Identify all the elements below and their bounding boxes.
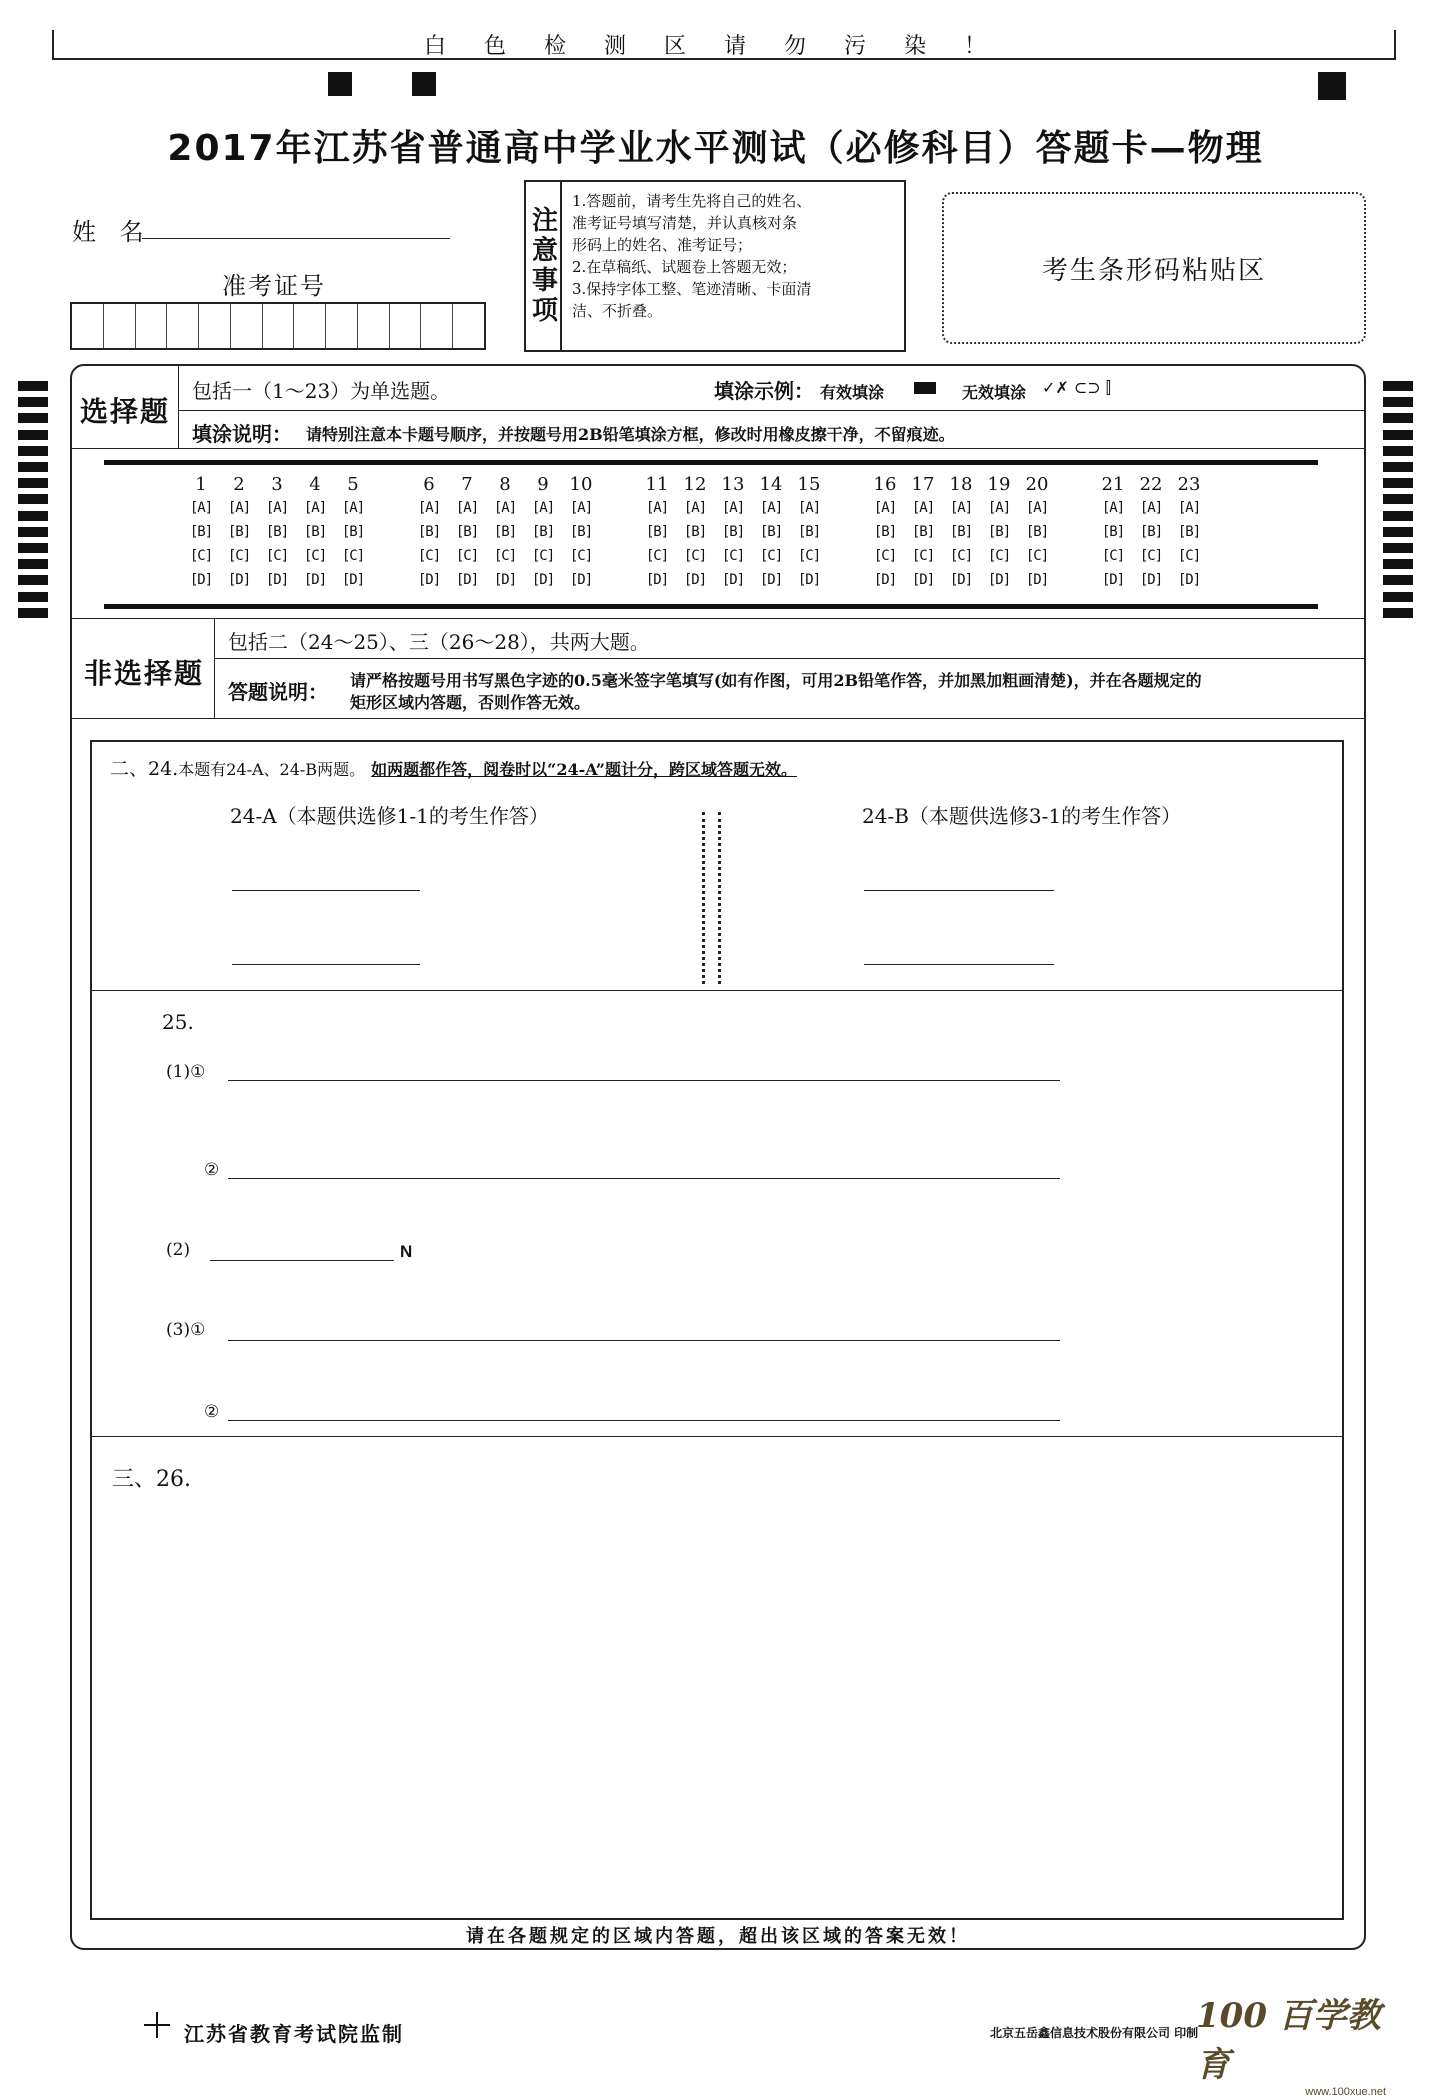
- answer-bubble[interactable]: [D]: [645, 572, 669, 588]
- answer-bubble[interactable]: [B]: [265, 524, 289, 540]
- q24a-answer-line-2[interactable]: [232, 964, 420, 965]
- timing-mark: [1383, 397, 1413, 407]
- timing-mark: [1383, 413, 1413, 423]
- barcode-label: 考生条形码粘贴区: [1041, 255, 1266, 286]
- answer-bubble[interactable]: [D]: [1101, 572, 1125, 588]
- valid-fill-sample: [914, 382, 936, 394]
- q24a-answer-line-1[interactable]: [232, 890, 420, 891]
- notice-body: 1.答题前，请考生先将自己的姓名、 准考证号填写清楚，并认真核对条 形码上的姓名、准考证号； 2.在草稿纸、试题卷上答题无效； 3.保持字体工整、笔迹清晰、卡面清 洁、不折叠。: [572, 192, 812, 320]
- question-number: 10: [569, 474, 593, 495]
- answer-bubble[interactable]: [D]: [569, 572, 593, 588]
- answer-instruction-label: 答题说明：: [228, 680, 328, 704]
- answer-bubble[interactable]: [D]: [759, 572, 783, 588]
- answer-bubble[interactable]: [A]: [531, 500, 555, 516]
- timing-mark: [1383, 527, 1413, 537]
- question-number: 15: [797, 474, 821, 495]
- q24-text: 本题有24-A、24-B两题。: [178, 760, 366, 779]
- question-number: 20: [1025, 474, 1049, 495]
- answer-bubble[interactable]: [C]: [759, 548, 783, 564]
- watermark-url: www.100xue.net: [1305, 2086, 1386, 2098]
- answer-bubble[interactable]: [D]: [265, 572, 289, 588]
- answer-bubble[interactable]: [A]: [873, 500, 897, 516]
- omr-bottom-bar: [104, 604, 1318, 609]
- answer-bubble[interactable]: [A]: [683, 500, 707, 516]
- omr-top-bar: [104, 460, 1318, 465]
- fill-example-label: 填涂示例：: [714, 379, 814, 403]
- question-number: 2: [233, 474, 245, 495]
- q26-label: 三、26.: [112, 1467, 191, 1492]
- answer-bubble[interactable]: [A]: [987, 500, 1011, 516]
- name-label: 姓 名: [72, 218, 152, 246]
- question-number: 17: [911, 474, 935, 495]
- answer-bubble[interactable]: [C]: [987, 548, 1011, 564]
- question-number: 5: [347, 474, 359, 495]
- answer-bubble[interactable]: [A]: [949, 500, 973, 516]
- footer-supervisor: 江苏省教育考试院监制: [184, 2022, 404, 2046]
- choice-desc: 包括一（1～23）为单选题。: [192, 379, 451, 403]
- name-field[interactable]: [142, 238, 450, 239]
- answer-bubble[interactable]: [A]: [341, 500, 365, 516]
- answer-bubble[interactable]: [B]: [645, 524, 669, 540]
- answer-bubble[interactable]: [A]: [265, 500, 289, 516]
- divider: [70, 618, 1366, 619]
- divider: [214, 658, 1366, 659]
- answer-bubble[interactable]: [A]: [1025, 500, 1049, 516]
- invalid-fill-label: 无效填涂: [962, 383, 1027, 402]
- q24-header: [110, 754, 797, 781]
- answer-bubble[interactable]: [C]: [721, 548, 745, 564]
- nonchoice-desc: 包括二（24～25）、三（26～28），共两大题。: [228, 630, 650, 654]
- q26-answer-area[interactable]: [92, 1438, 1342, 1918]
- answer-bubble[interactable]: [A]: [227, 500, 251, 516]
- q25-part3-label: (3)①: [166, 1320, 206, 1340]
- answer-bubble[interactable]: [C]: [189, 548, 213, 564]
- timing-mark: [18, 559, 48, 569]
- exam-id-label: 准考证号: [222, 272, 326, 300]
- answer-bubble[interactable]: [C]: [873, 548, 897, 564]
- answer-bubble[interactable]: [C]: [645, 548, 669, 564]
- answer-bubble[interactable]: [B]: [759, 524, 783, 540]
- timing-mark: [1383, 543, 1413, 553]
- timing-mark: [18, 543, 48, 553]
- q25-part1b-label: ②: [204, 1160, 220, 1180]
- timing-mark: [1383, 462, 1413, 472]
- answer-bubble[interactable]: [A]: [1101, 500, 1125, 516]
- answer-bubble[interactable]: [B]: [1025, 524, 1049, 540]
- answer-bubble[interactable]: [B]: [683, 524, 707, 540]
- answer-bubble[interactable]: [C]: [265, 548, 289, 564]
- answer-bubble[interactable]: [A]: [417, 500, 441, 516]
- question-number: 1: [195, 474, 207, 495]
- answer-bubble[interactable]: [D]: [1177, 572, 1201, 588]
- answer-bubble[interactable]: [C]: [227, 548, 251, 564]
- answer-bubble[interactable]: [B]: [873, 524, 897, 540]
- q24b-label: 24-B（本题供选修3-1的考生作答）: [862, 804, 1182, 828]
- registration-mark: [1318, 72, 1346, 100]
- notice-heading: 注意事项: [526, 182, 562, 350]
- answer-bubble[interactable]: [B]: [1139, 524, 1163, 540]
- q25-part1-label: (1)①: [166, 1062, 206, 1082]
- timing-mark: [18, 462, 48, 472]
- question-number: 7: [461, 474, 473, 495]
- answer-bubble[interactable]: [B]: [189, 524, 213, 540]
- answer-bubble[interactable]: [D]: [683, 572, 707, 588]
- answer-bubble[interactable]: [A]: [1139, 500, 1163, 516]
- timing-mark: [1383, 446, 1413, 456]
- divider: [70, 718, 1366, 719]
- invalid-fill-samples: ✓✗ ⊂⊃ ⫿: [1042, 378, 1111, 397]
- question-number: 21: [1101, 474, 1125, 495]
- timing-mark: [1383, 478, 1413, 488]
- q24-divider: [718, 812, 722, 984]
- question-number: 22: [1139, 474, 1163, 495]
- answer-bubble[interactable]: [C]: [493, 548, 517, 564]
- bottom-warning: 请在各题规定的区域内答题，超出该区域的答案无效！: [466, 1926, 970, 1947]
- answer-bubble[interactable]: [C]: [455, 548, 479, 564]
- answer-bubble[interactable]: [A]: [303, 500, 327, 516]
- barcode-area: [942, 192, 1366, 344]
- white-zone-text: 白色检测区请勿污染！: [423, 33, 1024, 59]
- answer-bubble[interactable]: [A]: [645, 500, 669, 516]
- answer-bubble[interactable]: [C]: [1177, 548, 1201, 564]
- answer-bubble[interactable]: [A]: [189, 500, 213, 516]
- answer-bubble[interactable]: [C]: [911, 548, 935, 564]
- answer-bubble[interactable]: [B]: [949, 524, 973, 540]
- answer-bubble[interactable]: [A]: [721, 500, 745, 516]
- nonchoice-section-label: 非选择题: [84, 657, 205, 690]
- answer-bubble[interactable]: [B]: [531, 524, 555, 540]
- watermark-logo: [1196, 1988, 1386, 2098]
- answer-bubble[interactable]: [B]: [227, 524, 251, 540]
- divider: [90, 1436, 1344, 1437]
- answer-bubble[interactable]: [D]: [341, 572, 365, 588]
- answer-bubble[interactable]: [D]: [189, 572, 213, 588]
- q25-label: 25.: [162, 1010, 194, 1034]
- question-number: 3: [271, 474, 283, 495]
- white-detection-zone: [52, 30, 1396, 60]
- answer-bubble[interactable]: [C]: [683, 548, 707, 564]
- fill-instruction: 请特别注意本卡题号顺序，并按题号用2B铅笔填涂方框，修改时用橡皮擦干净，不留痕迹。: [306, 425, 955, 444]
- answer-bubble[interactable]: [D]: [493, 572, 517, 588]
- question-number: 12: [683, 474, 707, 495]
- q25-part1-line2[interactable]: [228, 1178, 1060, 1179]
- registration-mark: [412, 72, 436, 96]
- answer-bubble[interactable]: [B]: [987, 524, 1011, 540]
- answer-bubble[interactable]: [C]: [1101, 548, 1125, 564]
- answer-bubble[interactable]: [C]: [303, 548, 327, 564]
- question-number: 9: [537, 474, 549, 495]
- q25-part2-label: (2): [166, 1240, 191, 1260]
- timing-mark: [18, 478, 48, 488]
- answer-bubble[interactable]: [A]: [911, 500, 935, 516]
- timing-mark: [1383, 381, 1413, 391]
- q25-part1-line1[interactable]: [228, 1080, 1060, 1081]
- answer-bubble[interactable]: [B]: [455, 524, 479, 540]
- answer-bubble[interactable]: [C]: [949, 548, 973, 564]
- answer-bubble[interactable]: [D]: [987, 572, 1011, 588]
- answer-bubble[interactable]: [B]: [911, 524, 935, 540]
- timing-mark: [1383, 575, 1413, 585]
- question-number: 23: [1177, 474, 1201, 495]
- answer-bubble[interactable]: [D]: [1139, 572, 1163, 588]
- question-number: 14: [759, 474, 783, 495]
- timing-mark: [18, 575, 48, 585]
- choice-section-label: 选择题: [80, 395, 171, 428]
- question-number: 8: [499, 474, 511, 495]
- question-number: 6: [423, 474, 435, 495]
- answer-bubble[interactable]: [B]: [303, 524, 327, 540]
- answer-bubble[interactable]: [A]: [455, 500, 479, 516]
- divider: [214, 618, 215, 718]
- question-number: 18: [949, 474, 973, 495]
- answer-bubble[interactable]: [D]: [227, 572, 251, 588]
- fill-instruction-label: 填涂说明：: [192, 422, 292, 446]
- divider: [178, 366, 179, 448]
- divider: [90, 990, 1344, 991]
- notice-box: [524, 180, 906, 352]
- divider: [178, 410, 1366, 411]
- divider: [70, 448, 1366, 449]
- answer-bubble[interactable]: [B]: [721, 524, 745, 540]
- answer-bubble[interactable]: [B]: [493, 524, 517, 540]
- timing-mark: [1383, 592, 1413, 602]
- watermark-text: 100 百学教育: [1196, 1996, 1381, 2085]
- timing-mark: [18, 592, 48, 602]
- answer-bubble[interactable]: [C]: [1139, 548, 1163, 564]
- timing-mark: [18, 511, 48, 521]
- answer-bubble[interactable]: [D]: [531, 572, 555, 588]
- answer-bubble[interactable]: [A]: [1177, 500, 1201, 516]
- q25-part2-unit: N: [400, 1242, 413, 1261]
- answer-bubble[interactable]: [A]: [797, 500, 821, 516]
- answer-bubble[interactable]: [B]: [341, 524, 365, 540]
- answer-bubble[interactable]: [A]: [759, 500, 783, 516]
- timing-mark: [18, 527, 48, 537]
- question-number: 19: [987, 474, 1011, 495]
- timing-mark: [1383, 430, 1413, 440]
- valid-fill-label: 有效填涂: [820, 383, 885, 402]
- timing-mark: [18, 608, 48, 618]
- question-number: 4: [309, 474, 321, 495]
- answer-bubble[interactable]: [A]: [493, 500, 517, 516]
- timing-mark: [1383, 494, 1413, 504]
- timing-mark: [1383, 511, 1413, 521]
- answer-bubble[interactable]: [C]: [531, 548, 555, 564]
- answer-bubble[interactable]: [B]: [417, 524, 441, 540]
- answer-bubble[interactable]: [B]: [569, 524, 593, 540]
- q24-prefix: 二、24.: [110, 758, 179, 780]
- q24b-answer-line-1[interactable]: [864, 890, 1054, 891]
- q25-part3-line1[interactable]: [228, 1340, 1060, 1341]
- page-title: 2017年江苏省普通高中学业水平测试（必修科目）答题卡—物理: [167, 128, 1264, 169]
- answer-bubble[interactable]: [D]: [949, 572, 973, 588]
- footer-printer: 北京五岳鑫信息技术股份有限公司 印制: [990, 2026, 1199, 2040]
- timing-mark: [1383, 608, 1413, 618]
- answer-bubble[interactable]: [B]: [797, 524, 821, 540]
- answer-instruction-1: 请严格按题号用书写黑色字迹的0.5毫米签字笔填写(如有作图，可用2B铅笔作答，并加黑加粗画清楚)，并在各题规定的: [350, 671, 1202, 690]
- answer-bubble[interactable]: [C]: [569, 548, 593, 564]
- answer-bubble[interactable]: [D]: [455, 572, 479, 588]
- q24-warning: 如两题都作答，阅卷时以“24-A”题计分，跨区域答题无效。: [371, 760, 797, 779]
- q25-part3-line2[interactable]: [228, 1420, 1060, 1421]
- question-number: 13: [721, 474, 745, 495]
- timing-mark: [18, 381, 48, 391]
- answer-bubble[interactable]: [C]: [341, 548, 365, 564]
- exam-id-boxes[interactable]: [70, 302, 486, 350]
- crop-mark: [144, 2024, 170, 2026]
- answer-bubble[interactable]: [D]: [1025, 572, 1049, 588]
- q25-part2-line[interactable]: [210, 1260, 394, 1261]
- q24a-label: 24-A（本题供选修1-1的考生作答）: [230, 804, 549, 828]
- timing-mark: [1383, 559, 1413, 569]
- answer-bubble[interactable]: [C]: [797, 548, 821, 564]
- q24-divider: [702, 812, 706, 984]
- timing-mark: [18, 446, 48, 456]
- answer-bubble[interactable]: [C]: [1025, 548, 1049, 564]
- timing-mark: [18, 430, 48, 440]
- timing-mark: [18, 413, 48, 423]
- q24b-answer-line-2[interactable]: [864, 964, 1054, 965]
- question-number: 11: [645, 474, 669, 495]
- timing-mark: [18, 494, 48, 504]
- q25-part3b-label: ②: [204, 1402, 220, 1422]
- timing-mark: [18, 397, 48, 407]
- question-number: 16: [873, 474, 897, 495]
- answer-instruction-2: 矩形区域内答题，否则作答无效。: [350, 693, 591, 712]
- answer-bubble[interactable]: [D]: [873, 572, 897, 588]
- answer-bubble[interactable]: [B]: [1177, 524, 1201, 540]
- answer-bubble[interactable]: [A]: [569, 500, 593, 516]
- answer-bubble[interactable]: [D]: [911, 572, 935, 588]
- answer-bubble[interactable]: [C]: [417, 548, 441, 564]
- answer-bubble[interactable]: [D]: [417, 572, 441, 588]
- answer-bubble[interactable]: [B]: [1101, 524, 1125, 540]
- answer-bubble[interactable]: [D]: [797, 572, 821, 588]
- registration-mark: [328, 72, 352, 96]
- answer-bubble[interactable]: [D]: [303, 572, 327, 588]
- answer-bubble[interactable]: [D]: [721, 572, 745, 588]
